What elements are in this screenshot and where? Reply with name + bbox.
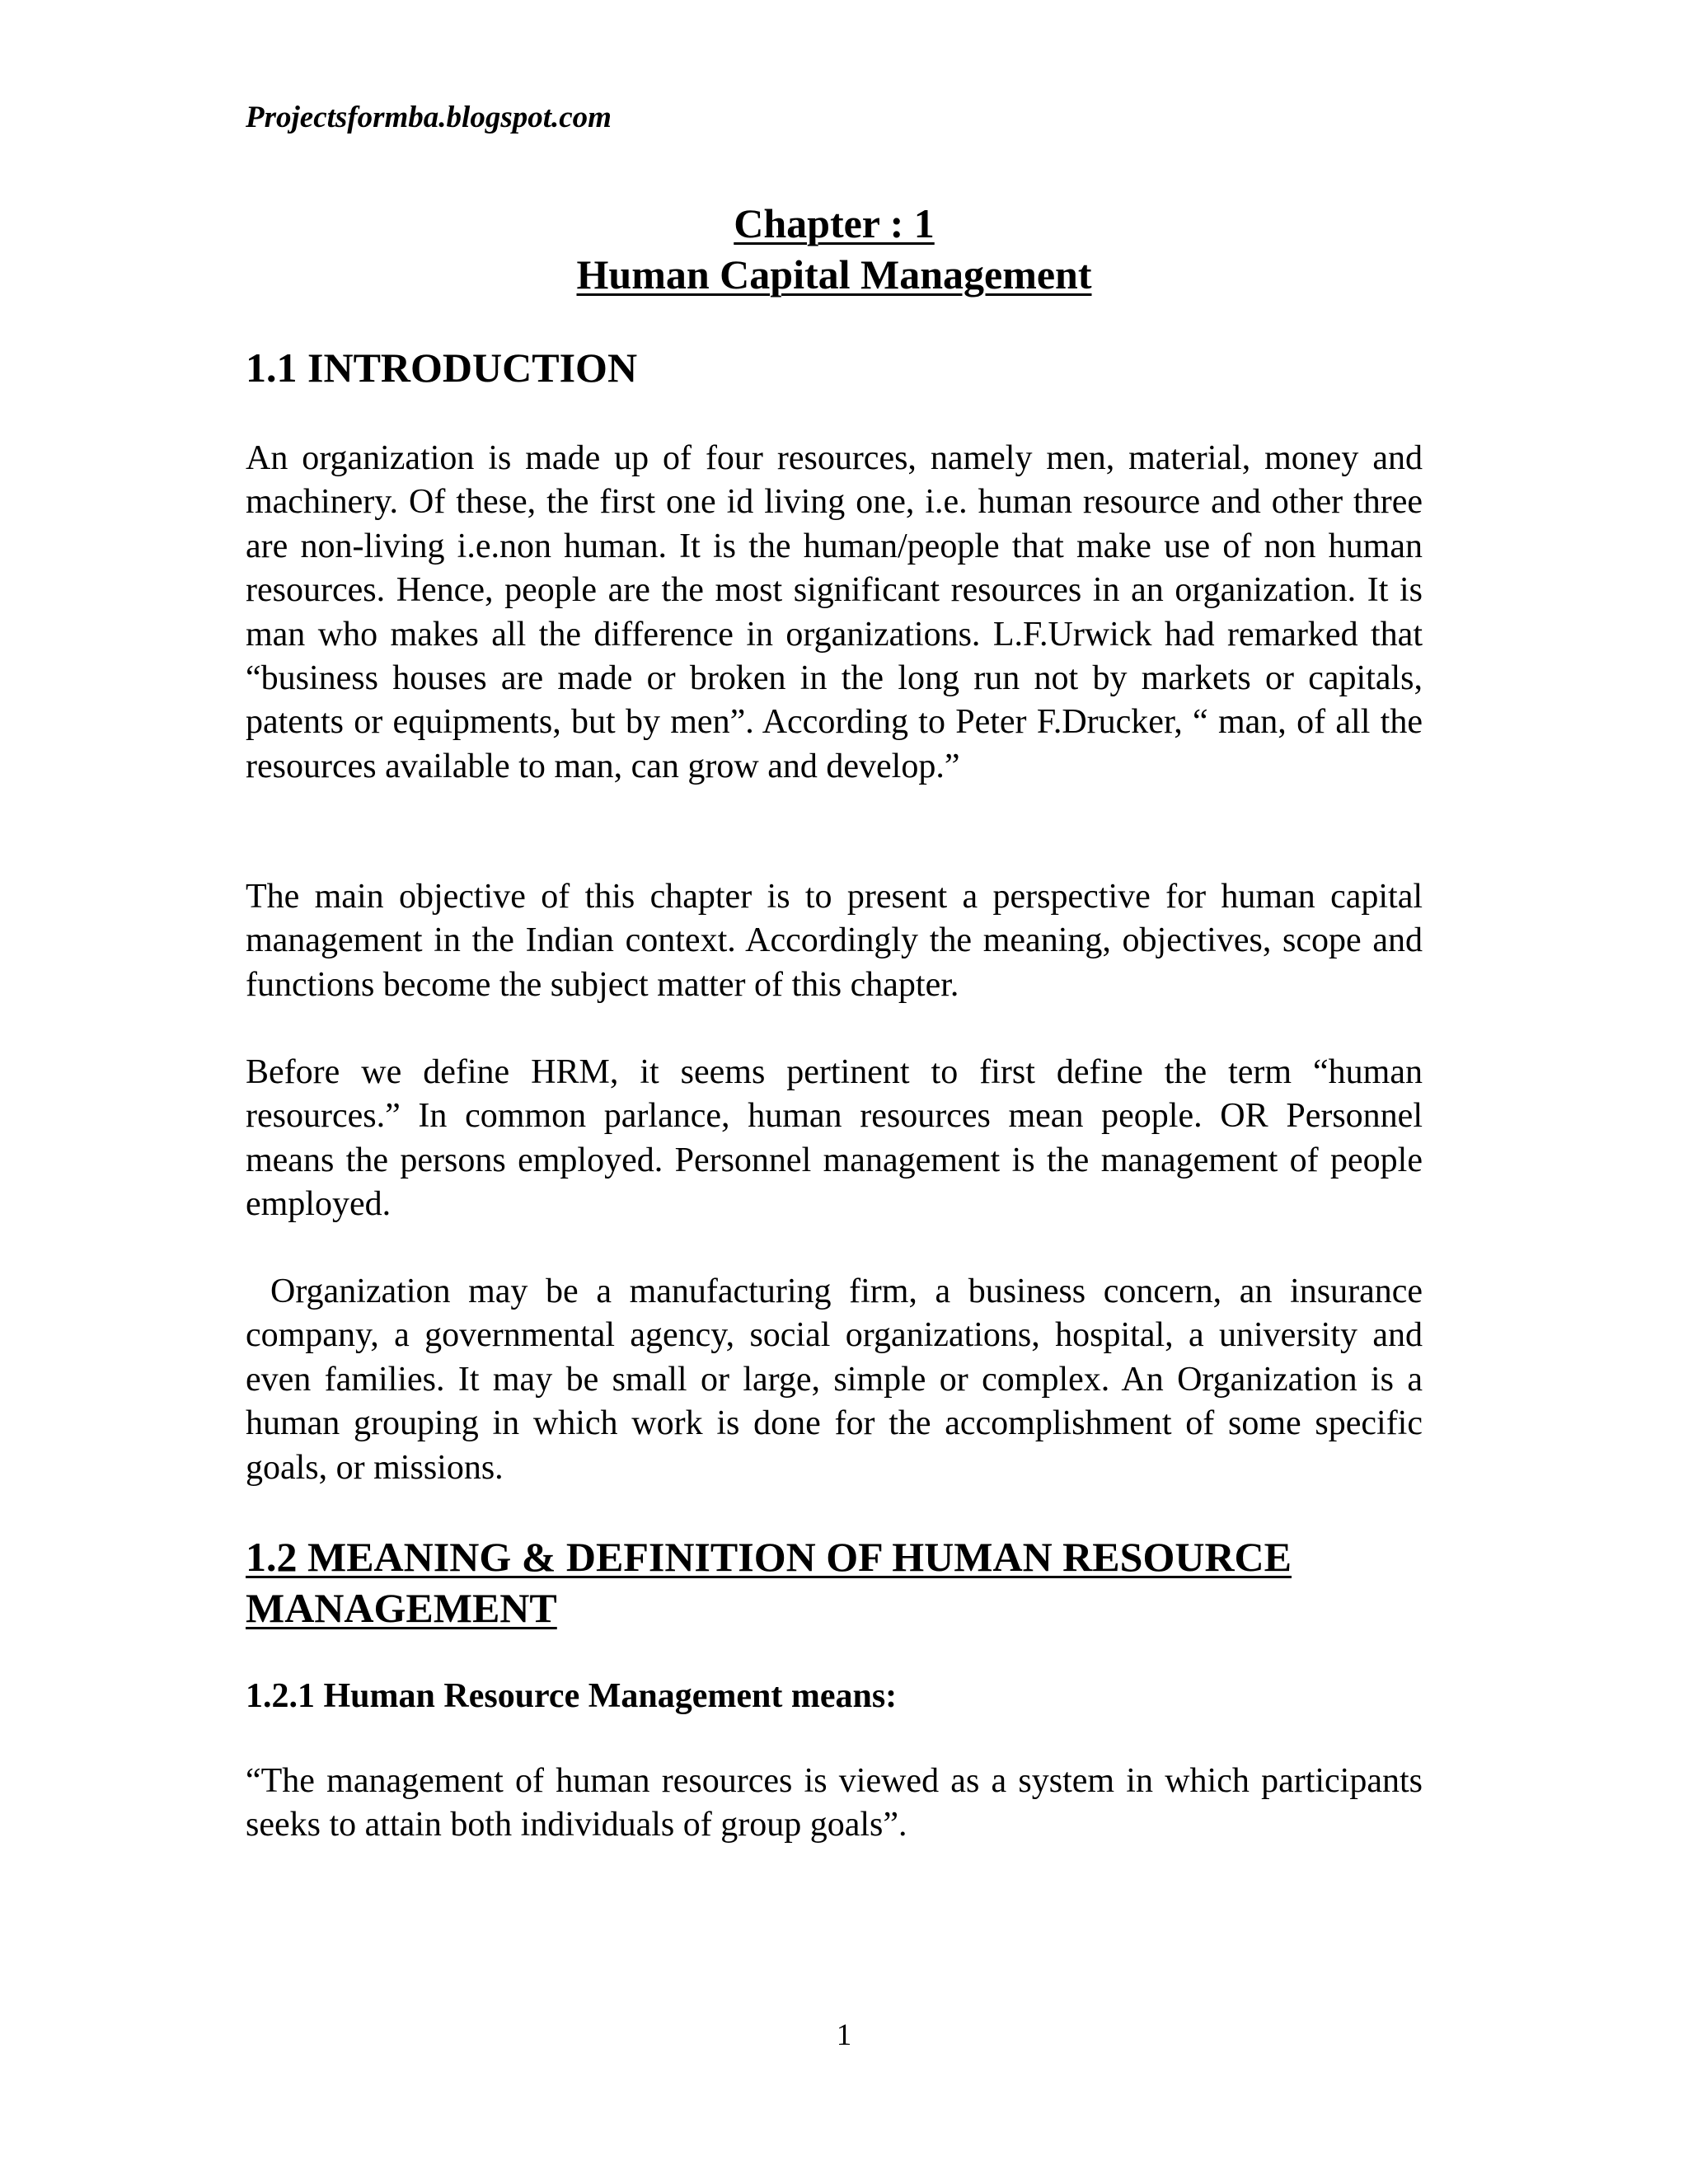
chapter-title: Human Capital Management — [576, 251, 1092, 298]
subsection-heading-hrm-means: 1.2.1 Human Resource Management means: — [246, 1677, 898, 1715]
chapter-title-block — [246, 198, 1423, 300]
intro-paragraph-1: An organization is made up of four resources, namely men, material, money and machinery. Of these, the first one id living one, i.e. human resource and other three are non-living i.e.non human. It is the human/people that make use of non human resources. Hence, people are the most significant resources in an organization. It is man who makes all the difference in organizations. L.F.Urwick had remarked that “business houses are made or broken in the long run not by markets or capitals, patents or equipments, but by men”. According to Peter F.Drucker, “ man, of all the resources available to man, can grow and develop.” — [246, 439, 1423, 785]
page-number: 1 — [836, 2018, 852, 2052]
intro-paragraph-3: Before we define HRM, it seems pertinent to first define the term “human resources.” In common parlance, human resources mean people. OR Personnel means the persons employed. Personnel management is the management of people employed. — [246, 1053, 1423, 1224]
section-heading-introduction: 1.1 INTRODUCTION — [246, 344, 638, 391]
hrm-definition-paragraph: “The management of human resources is viewed as a system in which participants seeks to attain both individuals of group goals”. — [246, 1762, 1423, 1844]
header-site-name: Projectsformba.blogspot.com — [246, 101, 612, 134]
intro-paragraph-2: The main objective of this chapter is to present a perspective for human capital management in the Indian context. Accordingly the meaning, objectives, scope and functions become the subject matter of this chapter. — [246, 878, 1423, 1004]
chapter-number: Chapter : 1 — [734, 200, 935, 246]
intro-paragraph-4: Organization may be a manufacturing firm, a business concern, an insurance company, a governmental agency, social organizations, hospital, a university and even families. It may be small or large, simple or complex. An Organization is a human grouping in which work is done for the accomplishment of some specific goals, or missions. — [246, 1272, 1423, 1487]
section-heading-meaning-definition: 1.2 MEANING & DEFINITION OF HUMAN RESOURCE MANAGEMENT — [246, 1534, 1292, 1631]
